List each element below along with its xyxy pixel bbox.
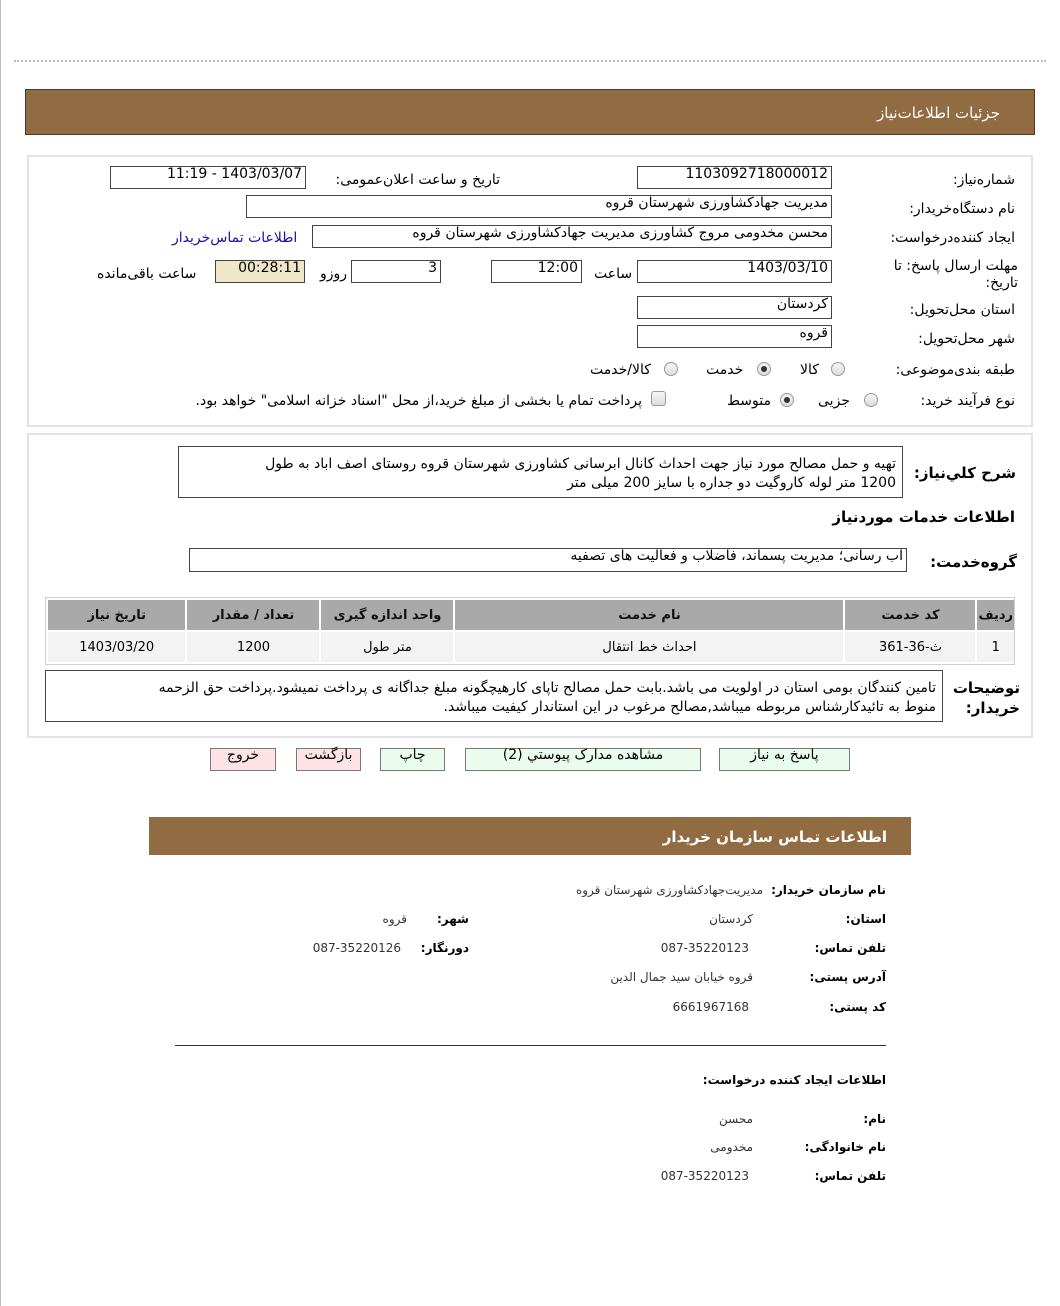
cell-quantity: 1200 <box>187 632 319 662</box>
contact-header-title: اطلاعات تماس سازمان خریدار <box>662 828 887 846</box>
contact-divider <box>175 1045 886 1046</box>
exit-button[interactable]: خروج <box>210 748 276 771</box>
cell-service-name: احداث خط انتقال <box>455 632 843 662</box>
summary-line-1: تهیه و حمل مصالح مورد نیاز جهت احداث کانال ابرسانی کشاورزی شهرستان قروه روستای اصف اباد به طول <box>265 456 896 472</box>
contact-province-label: استان: <box>845 912 886 926</box>
creator-last-name-value: مخدومی <box>710 1140 753 1154</box>
deadline-date-field: 1403/03/10 <box>637 260 832 283</box>
col-service-name: نام خدمت <box>455 600 843 630</box>
services-table-wrap <box>45 597 1015 665</box>
respond-button[interactable]: پاسخ به نیاز <box>719 748 850 771</box>
process-radio-medium[interactable] <box>780 393 794 407</box>
col-unit: واحد اندازه گیری <box>321 600 453 630</box>
creator-first-name-value: محسن <box>718 1112 753 1126</box>
time-label: ساعت <box>594 266 633 282</box>
contact-fax-label: دورنگار: <box>420 941 469 955</box>
process-option-medium: متوسط <box>727 393 771 409</box>
service-group-label: گروه‌خدمت: <box>930 553 1017 571</box>
process-option-minor: جزیی <box>818 393 850 409</box>
col-quantity: تعداد / مقدار <box>187 600 319 630</box>
buyer-contact-link[interactable]: اطلاعات تماس‌خریدار <box>172 230 298 246</box>
treasury-checkbox[interactable] <box>651 391 666 406</box>
category-label: طبقه بندی‌موضوعی: <box>895 362 1015 378</box>
buyer-notes-line-2: منوط به تائیدکارشناس مربوطه میباشد,مصالح مرغوب در این استاندار کیفیت میباشد. <box>443 699 936 715</box>
contact-address-label: آدرس پستی: <box>809 970 886 984</box>
province-label: استان محل‌تحویل: <box>909 302 1015 318</box>
category-radio-goods[interactable] <box>831 362 845 376</box>
details-header-title: جزئیات اطلاعات‌نیاز <box>877 104 1000 122</box>
deadline-time-field: 12:00 <box>491 260 582 283</box>
announce-field: 1403/03/07 - 11:19 <box>110 166 306 189</box>
category-option-service: خدمت <box>706 362 744 378</box>
contact-postal-value: 6661967168 <box>672 1000 749 1014</box>
cell-unit: متر طول <box>321 632 453 662</box>
creator-phone-value: 087-35220123 <box>660 1169 749 1183</box>
contact-city-label: شهر: <box>437 912 469 926</box>
services-heading: اطلاعات خدمات موردنیاز <box>832 508 1015 526</box>
creator-first-name-label: نام: <box>863 1112 886 1126</box>
contact-org-label: نام سازمان خریدار: <box>771 883 886 897</box>
category-radio-service[interactable] <box>757 362 771 376</box>
days-label: روزو <box>320 266 348 282</box>
contact-header <box>149 817 911 855</box>
remaining-time-field: 00:28:11 <box>215 260 305 283</box>
buyer-org-label: نام دستگاه‌خریدار: <box>909 201 1015 217</box>
need-number-label: شماره‌نیاز: <box>952 172 1015 188</box>
contact-phone-value: 087-35220123 <box>660 941 749 955</box>
top-divider <box>14 60 1046 62</box>
contact-province-value: کردستان <box>709 912 753 926</box>
buyer-notes-line-1: تامین کنندگان بومی استان در اولویت می باشد.بابت حمل مصالح تاپای کارهیچگونه مبلغ جداگانه ی پرداخت نمیشود.پرداخت حق الزحمه <box>158 680 936 696</box>
page-left-border <box>0 0 1 1306</box>
days-field: 3 <box>351 260 441 283</box>
remaining-label: ساعت باقی‌مانده <box>97 266 197 282</box>
province-field: کردستان <box>637 296 832 319</box>
creator-phone-label: تلفن تماس: <box>814 1169 886 1183</box>
creator-label: ایجاد کننده‌درخواست: <box>890 230 1015 246</box>
services-table-header <box>48 600 1014 630</box>
attachments-button[interactable]: مشاهده مدارک پیوستي (2) <box>465 748 701 771</box>
col-service-code: کد خدمت <box>845 600 975 630</box>
col-need-date: تاریخ نیاز <box>48 600 185 630</box>
services-table <box>46 598 1016 664</box>
process-radio-minor[interactable] <box>864 393 878 407</box>
col-row: ردیف <box>977 600 1014 630</box>
creator-field: محسن مخدومی مروج کشاورزی مدیریت جهادکشاورزی شهرستان قروه <box>312 225 832 248</box>
payment-note: پرداخت تمام یا بخشی از مبلغ خرید،از محل "اسناد خزانه اسلامی" خواهد بود. <box>195 393 642 409</box>
deadline-label: مهلت ارسال پاسخ: تا تاریخ: <box>893 258 1018 291</box>
details-header <box>25 89 1035 135</box>
buyer-org-field: مدیریت جهادکشاورزی شهرستان قروه <box>246 195 832 218</box>
cell-row: 1 <box>977 632 1014 662</box>
summary-line-2: 1200 متر لوله کاروگیت دو جداره با سایز 200 میلی متر <box>567 475 896 491</box>
print-button[interactable]: چاپ <box>380 748 445 771</box>
contact-city-value: قروه <box>382 912 407 926</box>
contact-address-value: قروه خیابان سید جمال الدین <box>610 970 753 984</box>
category-option-goods-service: کالا/خدمت <box>590 362 651 378</box>
contact-postal-label: کد پستی: <box>829 1000 886 1014</box>
creator-last-name-label: نام خانوادگی: <box>804 1140 886 1154</box>
announce-label: تاریخ و ساعت اعلان‌عمومی: <box>335 172 500 188</box>
contact-org-value: مدیریت‌جهادکشاورزی شهرستان قروه <box>575 883 763 897</box>
summary-label: شرح کلي‌نیاز: <box>913 464 1016 482</box>
need-number-field: 1103092718000012 <box>637 166 832 189</box>
category-radio-goods-service[interactable] <box>664 362 678 376</box>
cell-need-date: 1403/03/20 <box>48 632 185 662</box>
buyer-notes-box <box>45 670 943 722</box>
service-group-field: آب رسانی؛ مدیریت پسماند، فاضلاب و فعالیت های تصفیه <box>189 548 907 572</box>
creator-info-heading: اطلاعات ایجاد کننده درخواست: <box>702 1073 886 1087</box>
contact-phone-label: تلفن تماس: <box>814 941 886 955</box>
cell-service-code: ث-36-361 <box>845 632 975 662</box>
contact-fax-value: 087-35220126 <box>312 941 401 955</box>
city-label: شهر محل‌تحویل: <box>918 331 1015 347</box>
buyer-notes-label: توضیحات خریدار: <box>952 679 1020 717</box>
city-field: قروه <box>637 325 832 348</box>
category-option-goods: کالا <box>800 362 819 378</box>
back-button[interactable]: بازگشت <box>296 748 361 771</box>
summary-box <box>178 446 903 498</box>
process-label: نوع فرآیند خرید: <box>920 393 1015 409</box>
table-row <box>48 632 1014 662</box>
